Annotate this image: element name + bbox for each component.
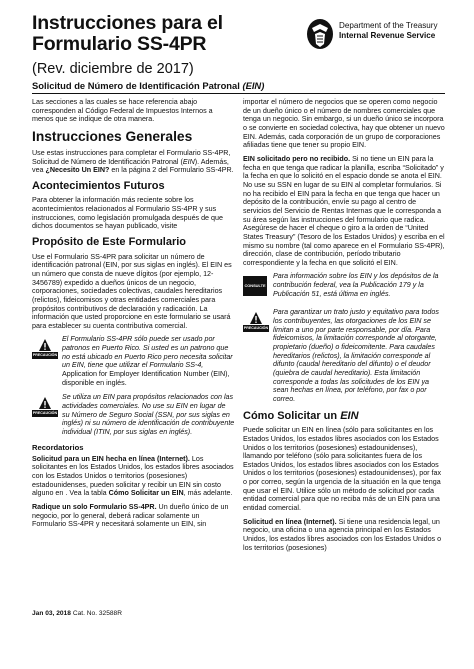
page-footer <box>32 610 122 617</box>
caution-badge-2 <box>32 397 58 417</box>
reminder-online-title: Solicitud para un EIN hecha en línea (Internet). <box>32 454 190 463</box>
caution-note-1 <box>32 335 235 387</box>
caution-label-3: PRECAUCIÓN <box>243 326 269 331</box>
general-text-3: en la página 2 del Formulario SS-4PR. <box>109 166 234 175</box>
right-column <box>243 98 445 557</box>
online-text: Si tiene una residencia legal, un negocio, una oficina o una agencia principal en los Estados Unidos, los estados libres asociados con los Estados Unidos o los territorios (posesiones) <box>243 517 442 552</box>
caution-triangle-icon <box>39 339 51 351</box>
document-subtitle <box>32 80 264 91</box>
reminder-single-title: Radique un solo Formulario SS-4PR. <box>32 502 157 511</box>
heading-how-to-apply <box>243 410 445 423</box>
future-paragraph: Para obtener la información más reciente sobre los acontecimientos relacionados al Formulario SS-4PR y sus instrucciones, como legislación promulgada después de que dichos documentos se hayan publicado, visite <box>32 196 223 231</box>
ein-pending-text: Si no tiene un EIN para la fecha en que tenga que radicar la planilla, escriba “Solicitado” y la fecha en que lo solicitó en el espacio donde se anota el EIN. No use su SSN en lugar de su EIN al completar formularios. Si no ha recibido el EIN para la fecha en que tenga que hacer un depósito de la contribución, envíe su pago al centro de servicios del Servicio de Rentas Internas que le corresponda a su área según las instrucciones del formulario que radica. Asegúrese de hacer el cheque o giro a la orden de “United States Treasury” (Tesoro de los Estados Unidos) y escriba en el mismo su nombre (tal como aparece en el Formulario SS-4PR), dirección, clase de contribución, período tributario correspondiente y la fecha en que solicitó el EIN. <box>243 154 445 267</box>
subtitle-abbrev: (EIN) <box>242 80 265 91</box>
consult-badge <box>243 276 267 296</box>
caution-2-text: Se utiliza un EIN para propósitos relacionados con las actividades comerciales. No use su EIN en lugar de su Número de Seguro Social (SSN, por sus siglas en inglés) ni su número de identificación de contribuyente individual (ITIN, por sus siglas en inglés). <box>62 393 235 437</box>
general-bold-link: ¿Necesito Un EIN? <box>45 166 110 175</box>
reminder-single-text: Un dueño único de un negocio, por lo general, deberá radicar solamente un Formulario SS-4PR y necesitará solamente un EIN, sin <box>32 502 229 529</box>
caution-label-2: PRECAUCIÓN <box>32 411 58 416</box>
heading-reminders: Recordatorios <box>32 442 84 452</box>
caution-1-normal: Application for Employer Identification Number (EIN), disponible en inglés. <box>62 370 230 387</box>
ein-pending-title: EIN solicitado pero no recibido. <box>243 154 351 163</box>
caution-note-3 <box>243 308 445 403</box>
footer-date: Jan 03, 2018 <box>32 610 71 617</box>
online-title: Solicitud en línea (Internet). <box>243 517 337 526</box>
heading-how-text: Cómo Solicitar un <box>243 409 338 422</box>
caution-note-2 <box>32 393 235 436</box>
general-text-1: Use estas instrucciones para completar el Formulario SS-4PR, Solicitud de Número de Identificación Patronal ( <box>32 148 231 166</box>
reminder-online-table-ref: Cómo Solicitar un EIN <box>108 489 184 498</box>
caution-badge-1 <box>32 339 58 359</box>
caution-badge-3 <box>243 312 269 332</box>
heading-purpose: Propósito de Este Formulario <box>32 236 187 249</box>
agency-irs: Internal Revenue Service <box>339 31 436 40</box>
caution-1-italic: El Formulario SS-4PR sólo puede ser usado por patronos en Puerto Rico. Si usted es un patrono que no está ubicado en Puerto Rico pero necesita solicitar un EIN, tiene que utilizar el Formulario SS-4, <box>62 335 233 370</box>
document-title <box>32 13 223 55</box>
purpose-paragraph: Use el Formulario SS-4PR para solicitar un número de identificación patronal (EIN, por sus siglas en inglés). El EIN es un número que consta de nueve dígitos (por ejemplo, 12-3456789) expedido a dueños únicos de un negocio, corporaciones, sociedades colectivas, caudales hereditarios (relictos), fideicomisos y otras entidades comerciales para propósitos contributivos de declaración y radicación. La información que usted proporcione en este formulario se usará para establecer su cuenta contributiva comercial. <box>32 252 232 330</box>
how-paragraph: Puede solicitar un EIN en línea (sólo para solicitantes en los Estados Unidos, los estados libres asociados con los Estados Unidos o los territorios (posesiones) estadounidenses), llamando por teléfono (sólo para solicitantes fuera de los Estados Unidos, los estados libres asociados con los Estados Unidos o los territorios (posesiones) estadounidenses), por fax o por correo, según la urgencia de la situación en la que tenga que usar el EIN. Utilice sólo un método de solicitud por cada entidad comercial para que no reciba más de un EIN para una entidad comercial. <box>243 426 442 513</box>
general-ein: EIN <box>182 157 195 166</box>
title-line-1: Instrucciones para el <box>32 12 223 34</box>
consult-label: CONSULTE <box>244 283 266 289</box>
consult-note <box>243 272 445 302</box>
continuation-paragraph: importar el número de negocios que se operen como negocio de un dueño único o el número de nombres comerciales que tenga un negocio. Sin embargo, si un dueño único se incorpora o se convierte en sociedad colectiva, hay que obtener un nuevo EIN. Además, cada corporación de un grupo de corporaciones afiliadas tiene que tener su propio EIN. <box>243 98 445 150</box>
general-paragraph <box>32 149 235 175</box>
revision-date: (Rev. diciembre de 2017) <box>32 61 194 77</box>
heading-general-instructions: Instrucciones Generales <box>32 128 193 144</box>
left-column <box>32 98 235 534</box>
subtitle-main: Solicitud de Número de Identificación Patronal <box>32 80 240 91</box>
title-line-2: Formulario SS-4PR <box>32 33 207 55</box>
reminder-single-form <box>32 503 235 529</box>
reminder-online-end: , más adelante. <box>183 489 233 498</box>
header-divider <box>32 93 445 94</box>
general-text-2: ). Además, vea <box>32 157 229 175</box>
irs-eagle-logo-icon <box>305 18 335 51</box>
caution-label-1: PRECAUCIÓN <box>32 353 58 358</box>
caution-triangle-icon <box>250 312 262 324</box>
caution-3-text: Para garantizar un trato justo y equitativo para todos los contribuyentes, las otorgaciones de los EIN se limitan a uno por parte responsable, por día. Para fideicomisos, la limitación corresponde al otorgante, propietario (dueño) o fideicomitente. Para caudales hereditarios (relictos), la limitación corresponde al difunto (caudal hereditario del difunto) o el deudor (quiebra de caudal hereditario). Esta limitación corresponde a todas las solicitudes de los EIN ya sean hechas en línea, por teléfono, por fax o por correo. <box>273 308 439 404</box>
agency-department: Department of the Treasury <box>339 21 438 30</box>
caution-triangle-icon <box>39 397 51 409</box>
reminder-online <box>32 455 235 498</box>
consult-text: Para información sobre los EIN y los depósitos de la contribución federal, vea la Publicación 179 y la Publicación 51, está última en inglés. <box>273 272 439 298</box>
heading-how-ein: EIN <box>340 409 359 422</box>
heading-future-developments: Acontecimientos Futuros <box>32 179 165 192</box>
reminder-online-text: Los solicitantes en los Estados Unidos, los estados libres asociados con los Estados Unidos o territorios (posesiones) estadounidenses, pueden solicitar y recibir un EIN sin costo alguno en . Vea la tabla <box>32 454 234 498</box>
intro-paragraph: Las secciones a las cuales se hace referencia abajo corresponden al Código Federal de Impuestos Internos a menos que se indique de otra manera. <box>32 98 213 124</box>
online-paragraph <box>243 518 445 553</box>
irs-brand <box>305 18 455 54</box>
footer-catalog: Cat. No. 32588R <box>72 610 122 617</box>
ein-pending-paragraph <box>243 155 445 268</box>
